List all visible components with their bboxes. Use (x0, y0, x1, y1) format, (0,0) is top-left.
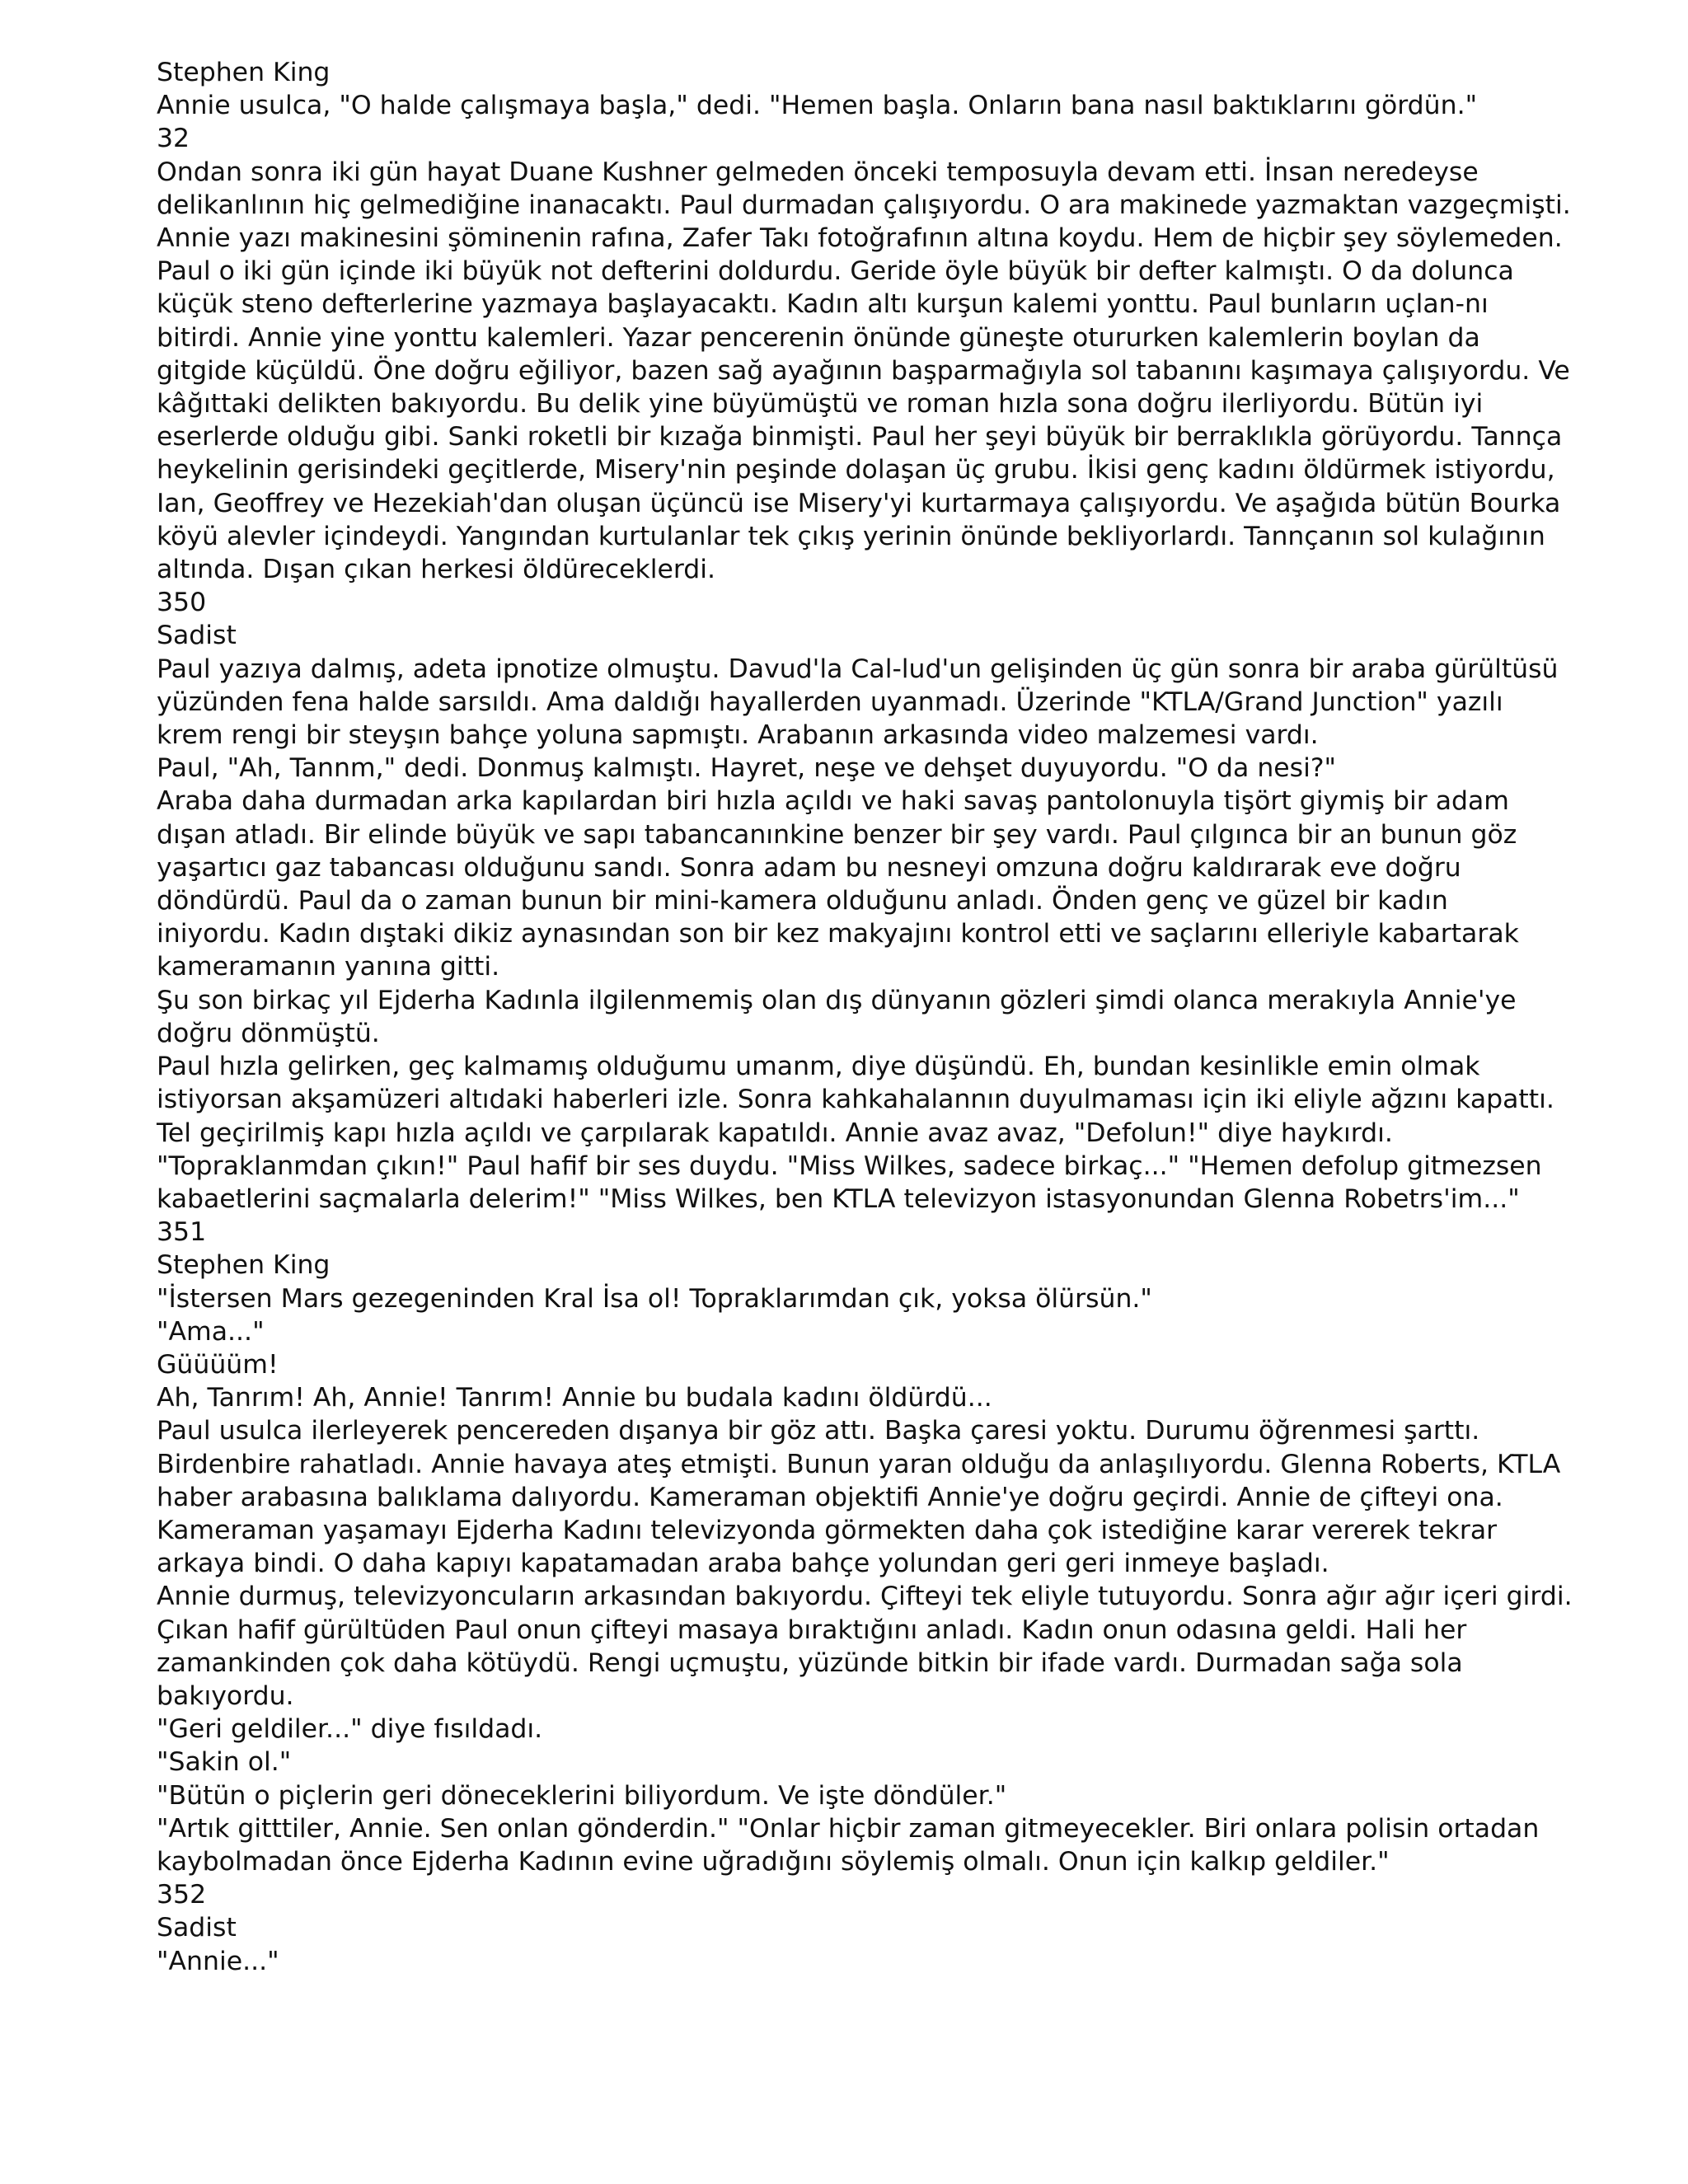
text-line: doğru dönmüştü. (157, 1018, 380, 1048)
text-line: bakıyordu. (157, 1680, 294, 1711)
text-line: 32 (157, 124, 190, 154)
text-line: krem rengi bir steyşın bahçe yoluna sapmıştı. Arabanın arkasında video malzemesi vardı. (157, 720, 1319, 751)
text-line: "Ama..." (157, 1316, 265, 1347)
text-line: yüzünden fena halde sarsıldı. Ama daldığı hayallerden uyanmadı. Üzerinde "KTLA/Grand Junction" yazılı (157, 687, 1503, 717)
document-page (157, 56, 1573, 1978)
text-line: Paul yazıya dalmış, adeta ipnotize olmuştu. Davud'la Cal-lud'un gelişinden üç gün sonra bir araba gürültüsü (157, 654, 1559, 684)
text-line: köyü alevler içindeydi. Yangından kurtulanlar tek çıkış yerinin önünde bekliyorlardı. Tannçanın sol kulağının (157, 521, 1545, 551)
text-line: "Annie..." (157, 1946, 279, 1976)
text-line: "Topraklanmdan çıkın!" Paul hafif bir ses duydu. "Miss Wilkes, sadece birkaç..." "Hemen defolup gitmezsen (157, 1151, 1542, 1181)
text-line: Annie yazı makinesini şöminenin rafına, Zafer Takı fotoğrafının altına koydu. Hem de hiçbir şey söylemeden. (157, 223, 1563, 254)
text-line: Sadist (157, 1913, 237, 1943)
text-line: Şu son birkaç yıl Ejderha Kadınla ilgilenmemiş olan dış dünyanın gözleri şimdi olanca merakıyla Annie'ye (157, 985, 1517, 1015)
text-line: arkaya bindi. O daha kapıyı kapatamadan araba bahçe yolundan geri geri inmeye başladı. (157, 1549, 1329, 1579)
text-line: "Bütün o piçlerin geri döneceklerini biliyordum. Ve işte döndüler." (157, 1780, 1007, 1811)
text-line: "İstersen Mars gezegeninden Kral İsa ol! Topraklarımdan çık, yoksa ölürsün." (157, 1283, 1152, 1314)
text-line: "Artık gitttiler, Annie. Sen onlan gönderdin." "Onlar hiçbir zaman gitmeyecekler. Biri onlara polisin ortadan (157, 1813, 1540, 1844)
text-line: kameramanın yanına gitti. (157, 952, 500, 982)
text-line: Birdenbire rahatladı. Annie havaya ateş etmişti. Bunun yaran olduğu da anlaşılıyordu. Glenna Roberts, KTLA (157, 1449, 1561, 1479)
text-line: Kameraman yaşamayı Ejderha Kadını televizyonda görmekten daha çok istediğine karar vererek tekrar (157, 1515, 1498, 1545)
text-line: Paul usulca ilerleyerek pencereden dışanya bir göz attı. Başka çaresi yoktu. Durumu öğrenmesi şarttı. (157, 1416, 1480, 1446)
text-line: Paul o iki gün içinde iki büyük not defterini doldurdu. Geride öyle büyük bir defter kalmıştı. O da dolunca (157, 256, 1514, 287)
text-line: döndürdü. Paul da o zaman bunun bir mini-kamera olduğunu anladı. Önden genç ve güzel bir kadın (157, 886, 1448, 916)
text-line: gitgide küçüldü. Öne doğru eğiliyor, bazen sağ ayağının başparmağıyla sol tabanını kaşımaya çalışıyordu. Ve (157, 355, 1570, 386)
text-line: Ah, Tanrım! Ah, Annie! Tanrım! Annie bu budala kadını öldürdü... (157, 1383, 992, 1413)
text-line: altında. Dışan çıkan herkesi öldüreceklerdi. (157, 555, 716, 585)
text-line: "Sakin ol." (157, 1747, 292, 1778)
text-line: zamankinden çok daha kötüydü. Rengi uçmuştu, yüzünde bitkin bir ifade vardı. Durmadan sağa sola (157, 1647, 1463, 1678)
text-line: Annie durmuş, televizyoncuların arkasından bakıyordu. Çifteyi tek eliyle tutuyordu. Sonra ağır ağır içeri girdi. (157, 1582, 1573, 1612)
text-line: Araba daha durmadan arka kapılardan biri hızla açıldı ve haki savaş pantolonuyla tişört giymiş bir adam (157, 786, 1509, 817)
text-line: Çıkan hafif gürültüden Paul onun çifteyi masaya bıraktığını anladı. Kadın onun odasına geldi. Hali her (157, 1615, 1467, 1645)
text-line: Annie usulca, "O halde çalışmaya başla," dedi. "Hemen başla. Onların bana nasıl baktıklarını gördün." (157, 91, 1478, 121)
text-line: kabaetlerini saçmalarla delerim!" "Miss Wilkes, ben KTLA televizyon istasyonundan Glenna Robetrs'im..." (157, 1183, 1520, 1214)
text-line: kaybolmadan önce Ejderha Kadının evine uğradığını söylemiş olmalı. Onun için kalkıp geldiler." (157, 1846, 1390, 1877)
text-line: delikanlının hiç gelmediğine inanacaktı. Paul durmadan çalışıyordu. O ara makinede yazmaktan vazgeçmişti. (157, 190, 1571, 220)
text-line: 352 (157, 1880, 207, 1910)
text-line: haber arabasına balıklama dalıyordu. Kameraman objektifi Annie'ye doğru geçirdi. Annie de çifteyi ona. (157, 1482, 1503, 1512)
text-line: bitirdi. Annie yine yonttu kalemleri. Yazar pencerenin önünde güneşte otururken kalemlerin boylan da (157, 322, 1480, 353)
text-line: Ondan sonra iki gün hayat Duane Kushner gelmeden önceki temposuyla devam etti. İnsan neredeyse (157, 157, 1479, 187)
text-line: "Geri geldiler..." diye fısıldadı. (157, 1714, 543, 1745)
text-line: Stephen King (157, 58, 331, 87)
text-line: kâğıttaki delikten bakıyordu. Bu delik yine büyümüştü ve roman hızla sona doğru ilerliyordu. Bütün iyi (157, 389, 1484, 419)
text-line: dışan atladı. Bir elinde büyük ve sapı tabancanınkine benzer bir şey vardı. Paul çılgınca bir an bunun göz (157, 819, 1517, 850)
text-line: Tel geçirilmiş kapı hızla açıldı ve çarpılarak kapatıldı. Annie avaz avaz, "Defolun!" diye haykırdı. (157, 1118, 1393, 1148)
text-line: Paul, "Ah, Tannm," dedi. Donmuş kalmıştı. Hayret, neşe ve dehşet duyuyordu. "O da nesi?" (157, 753, 1337, 784)
text-line: 351 (157, 1217, 207, 1248)
text-line: Paul hızla gelirken, geç kalmamış olduğumu umanm, diye düşündü. Eh, bundan kesinlikle emin olmak (157, 1052, 1480, 1082)
text-line: eserlerde olduğu gibi. Sanki roketli bir kızağa binmişti. Paul her şeyi büyük bir berraklıkla görüyordu. Tannça (157, 422, 1563, 452)
text-line: iniyordu. Kadın dıştaki dikiz aynasından son bir kez makyajını kontrol etti ve saçlarını elleriyle kabartarak (157, 919, 1519, 949)
text-line: Güüüüm! (157, 1349, 279, 1380)
text-line: yaşartıcı gaz tabancası olduğunu sandı. Sonra adam bu nesneyi omzuna doğru kaldırarak eve doğru (157, 852, 1461, 883)
text-line: küçük steno defterlerine yazmaya başlayacaktı. Kadın altı kurşun kalemi yonttu. Paul bunların uçlan-nı (157, 289, 1489, 320)
text-line: Ian, Geoffrey ve Hezekiah'dan oluşan üçüncü ise Misery'yi kurtarmaya çalışıyordu. Ve aşağıda bütün Bourka (157, 488, 1561, 518)
text-line: 350 (157, 588, 207, 618)
text-line: Stephen King (157, 1250, 331, 1281)
text-line: heykelinin gerisindeki geçitlerde, Misery'nin peşinde dolaşan üç grubu. İkisi genç kadını öldürmek istiyordu, (157, 455, 1555, 485)
text-line: istiyorsan akşamüzeri altıdaki haberleri izle. Sonra kahkahalannın duyulmaması için iki eliyle ağzını kapattı. (157, 1085, 1554, 1115)
text-line: Sadist (157, 621, 237, 651)
